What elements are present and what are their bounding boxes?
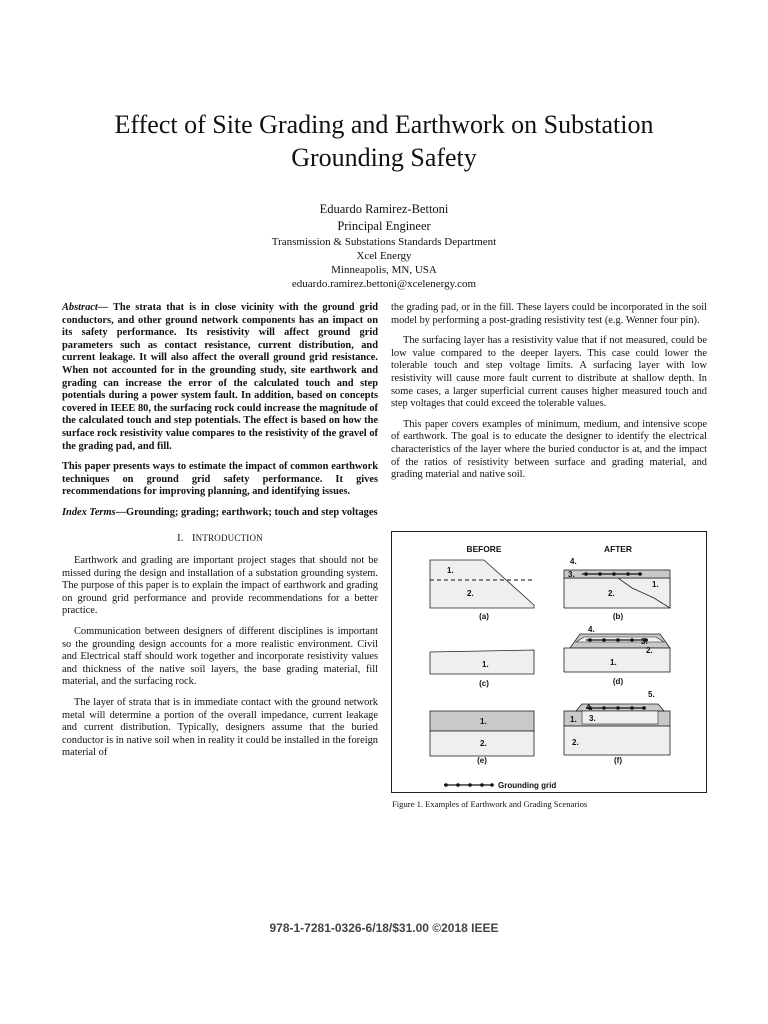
section-heading bbox=[62, 532, 378, 546]
header-after: AFTER bbox=[604, 544, 632, 554]
label-f4: 4. bbox=[586, 703, 593, 712]
abstract bbox=[62, 302, 378, 453]
index-terms-label: Index Terms bbox=[62, 506, 116, 518]
label-e2: 2. bbox=[480, 739, 487, 748]
panel-c bbox=[430, 650, 534, 688]
earthwork-diagram bbox=[392, 532, 708, 794]
title-line-1: Effect of Site Grading and Earthwork on Substation bbox=[114, 110, 654, 139]
author-location: Minneapolis, MN, USA bbox=[331, 264, 437, 276]
panel-e bbox=[430, 711, 534, 765]
panel-b-grid-node bbox=[626, 572, 630, 576]
author-email[interactable]: eduardo.ramirez.bettoni@xcelenergy.com bbox=[291, 278, 477, 290]
abstract-label: Abstract— bbox=[62, 302, 109, 313]
author-department: Transmission & Substations Standards Department bbox=[271, 236, 497, 248]
right-paragraph-2: The surfacing layer has a resistivity value that if not measured, could be low value compared to the deeper layers. This case could lower the tolerable touch and step voltage limits. A surfacing layer with low resistivity will cause more fault current to distribute at shallow depth. In some cases, a larger superficial current causes higher measured touch and step voltages that could exceed the tolerable values. bbox=[391, 335, 707, 410]
intro-paragraph-3: The layer of strata that is in immediate contact with the ground network metal will determine a portion of the overall impedance, current leakage and current distribution. Typically, designers assume that the buried conductor is in native soil when in reality it could be installed in the foreign material of bbox=[62, 697, 378, 759]
section-title-rest: NTRODUCTION bbox=[195, 532, 263, 543]
right-paragraph-3: This paper covers examples of minimum, medium, and intensive scope of earthwork. The goal is to educate the designer to identify the electrical characteristics of the layer where the buried conductor is at, and the impact of the ratios of resistivity between surface and grading material, and grading material and native soil. bbox=[391, 418, 707, 481]
caption-a: (a) bbox=[479, 612, 489, 621]
section-number: I. bbox=[177, 532, 184, 544]
legend bbox=[444, 781, 556, 790]
figure-1 bbox=[391, 531, 707, 793]
panel-d-grid-node bbox=[616, 638, 620, 642]
label-a1: 1. bbox=[447, 566, 454, 575]
label-f5: 5. bbox=[648, 690, 655, 699]
panel-b bbox=[564, 557, 670, 621]
caption-c: (c) bbox=[479, 679, 489, 688]
panel-f-grid-node bbox=[630, 706, 634, 710]
title-line-2: Grounding Safety bbox=[291, 143, 477, 172]
panel-b-grid-node bbox=[584, 572, 588, 576]
caption-d: (d) bbox=[612, 677, 624, 686]
figure-caption: Figure 1. Examples of Earthwork and Grading Scenarios bbox=[392, 799, 588, 809]
caption-b: (b) bbox=[612, 612, 624, 621]
panel-b-grid-node bbox=[598, 572, 602, 576]
caption-e: (e) bbox=[477, 756, 487, 765]
panel-d-grid-node bbox=[588, 638, 592, 642]
label-d1: 1. bbox=[610, 658, 617, 667]
label-b3: 3. bbox=[568, 570, 575, 579]
label-e1: 1. bbox=[480, 717, 487, 726]
panel-b-grid-node bbox=[638, 572, 642, 576]
panel-d-grid-node bbox=[602, 638, 606, 642]
panel-f-grid-node bbox=[616, 706, 620, 710]
panel-f-grid-node bbox=[602, 706, 606, 710]
panel-b-grid-node bbox=[612, 572, 616, 576]
label-d4: 4. bbox=[588, 625, 595, 634]
label-b4: 4. bbox=[570, 557, 577, 566]
abstract-paragraph-2: This paper presents ways to estimate the impact of common earthwork techniques on ground grid safety performance. It gives recommendations for improving planning, and identifying issues. bbox=[62, 461, 378, 498]
label-d2: 2. bbox=[646, 646, 653, 655]
legend-label: Grounding grid bbox=[498, 781, 557, 790]
panel-f bbox=[564, 690, 670, 765]
header-before: BEFORE bbox=[466, 544, 502, 554]
left-column bbox=[62, 302, 378, 768]
label-f1: 1. bbox=[570, 715, 577, 724]
label-a2: 2. bbox=[467, 589, 474, 598]
legend-grid-node bbox=[490, 783, 494, 787]
label-f3: 3. bbox=[589, 714, 596, 723]
intro-paragraph-1: Earthwork and grading are important project stages that should not be missed during the design and installation of a substation grounding system. The purpose of this paper is to explain the impact of earthwork and grading on ground grid performance and provide recommendations for a better practice. bbox=[62, 555, 378, 617]
label-d3: 3. bbox=[641, 637, 648, 646]
index-terms bbox=[62, 507, 378, 520]
panel-a bbox=[430, 560, 534, 621]
label-f2: 2. bbox=[572, 738, 579, 747]
label-b2: 2. bbox=[608, 589, 615, 598]
intro-paragraph-2: Communication between designers of different disciplines is important so the grounding design accounts for a more realistic environment. Civil and Electrical staff should work together and incorporate resistivity values and thickness of the native soil layers, the base grading material, fill material, and the surfacing rock. bbox=[62, 626, 378, 688]
caption-f: (f) bbox=[614, 756, 622, 765]
author-block bbox=[40, 201, 728, 291]
legend-grid-node bbox=[468, 783, 472, 787]
author-name: Eduardo Ramirez-Bettoni bbox=[319, 202, 449, 216]
panel-d-native bbox=[564, 648, 670, 672]
section-title-initial: I bbox=[192, 532, 196, 544]
legend-grid-node bbox=[480, 783, 484, 787]
label-c1: 1. bbox=[482, 660, 489, 669]
abstract-text: The strata that is in close vicinity with the ground grid conductors, and other ground network components has an impact on its safety performance. Its resistivity will affect ground grid parameters such as contact resistance, current distribution, and current leakage. It will also affect the overall ground grid resistance. When not accounted for in the grounding study, site earthwork and grading can increase the error of the calculated touch and step potentials during a power system fault. In addition, based on concepts covered in IEEE 80, the surfacing rock could increase the magnitude of the calculated touch and step potentials. The effect is based on how the surface rock resistivity value compares to the resistivity of the gravel of the grading pad, and fill. bbox=[62, 302, 378, 452]
panel-d bbox=[564, 625, 670, 686]
label-b1: 1. bbox=[652, 580, 659, 589]
panel-a-soil bbox=[430, 560, 534, 608]
legend-grid-node bbox=[456, 783, 460, 787]
paper-title bbox=[40, 108, 728, 174]
right-paragraph-1: the grading pad, or in the fill. These layers could be incorporated in the soil model by performing a post-grading resistivity test (e.g. Wenner four pin). bbox=[391, 302, 707, 326]
panel-f-grid-node bbox=[642, 706, 646, 710]
panel-f-native bbox=[564, 726, 670, 755]
index-terms-text: —Grounding; grading; earthwork; touch and step voltages bbox=[115, 506, 378, 518]
author-role: Principal Engineer bbox=[337, 219, 431, 233]
author-company: Xcel Energy bbox=[356, 250, 412, 262]
right-column bbox=[391, 302, 707, 490]
legend-grid-node bbox=[444, 783, 448, 787]
panel-d-grid-node bbox=[630, 638, 634, 642]
footer-copyright: 978-1-7281-0326-6/18/$31.00 ©2018 IEEE bbox=[269, 921, 499, 935]
